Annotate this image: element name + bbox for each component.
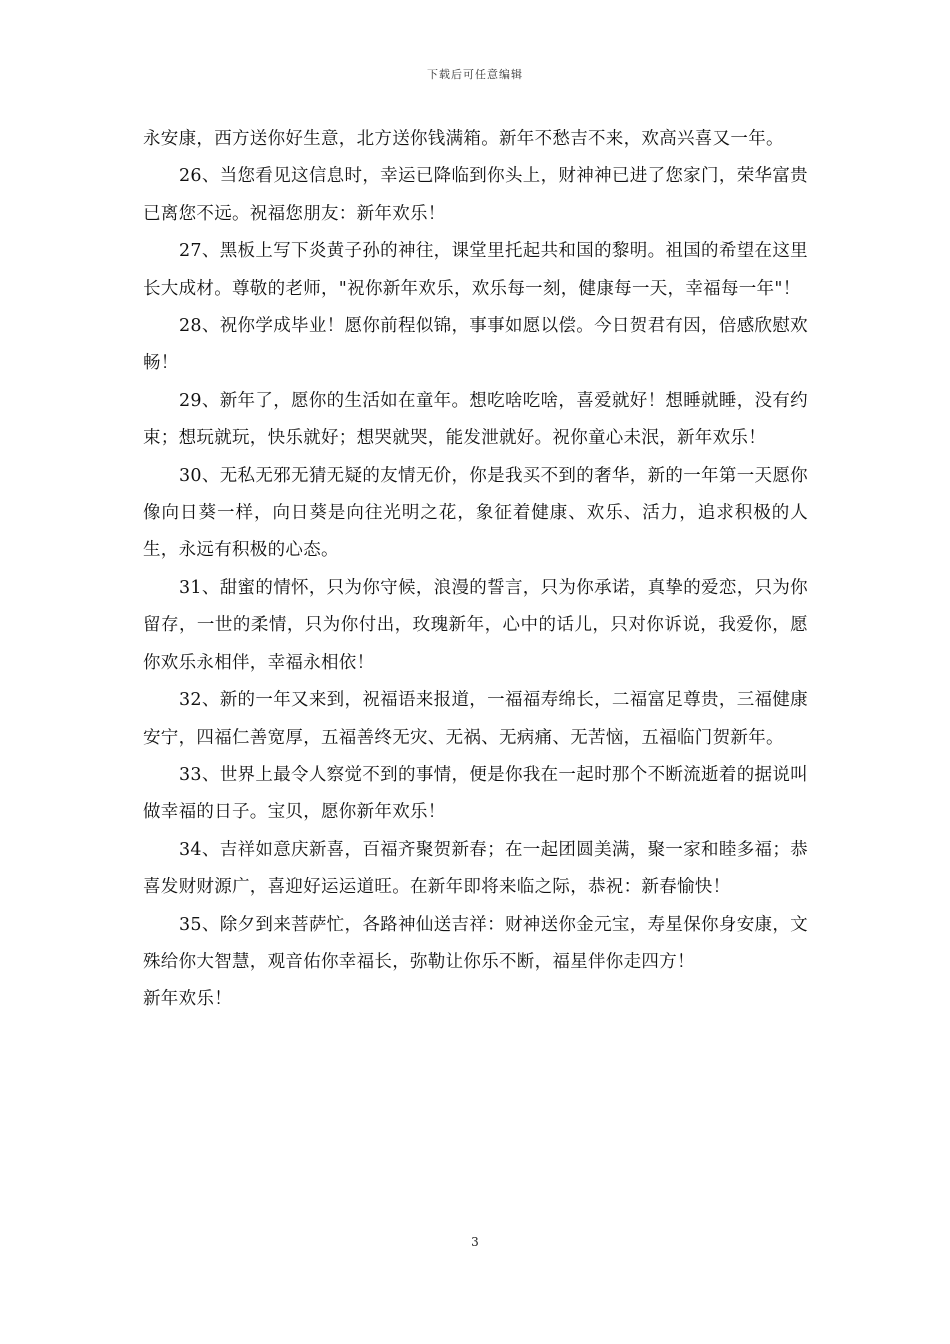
paragraph-26: 26、当您看见这信息时，幸运已降临到你头上，财神神已进了您家门，荣华富贵已离您不远。祝福您朋友：新年欢乐！ xyxy=(143,166,808,224)
paragraph-30: 30、无私无邪无猜无疑的友情无价，你是我买不到的奢华，新的一年第一天愿你像向日葵一样，向日葵是向往光明之花，象征着健康、欢乐、活力，追求积极的人生，永远有积极的心态。 xyxy=(143,465,808,561)
document-body xyxy=(143,121,808,1019)
paragraph-28: 28、祝你学成毕业！愿你前程似锦，事事如愿以偿。今日贺君有因，倍感欣慰欢畅！ xyxy=(143,316,808,374)
paragraph-continuation: 永安康，西方送你好生意，北方送你钱满箱。新年不愁吉不来，欢高兴喜又一年。 xyxy=(143,129,784,149)
paragraph-33: 33、世界上最令人察觉不到的事情，便是你我在一起时那个不断流逝着的据说叫做幸福的日子。宝贝，愿你新年欢乐！ xyxy=(143,764,808,823)
page-number: 3 xyxy=(471,1235,479,1249)
paragraph-35: 35、除夕到来菩萨忙，各路神仙送吉祥：财神送你金元宝，寿星保你身安康，文殊给你大智慧，观音佑你幸福长，弥勒让你乐不断，福星伴你走四方！ xyxy=(143,914,808,972)
paragraph-34: 34、吉祥如意庆新喜，百福齐聚贺新春；在一起团圆美满，聚一家和睦多福；恭喜发财财源广，喜迎好运运道旺。在新年即将来临之际，恭祝：新春愉快！ xyxy=(143,839,808,898)
paragraph-32: 32、新的一年又来到，祝福语来报道，一福福寿绵长，二福富足尊贵，三福健康安宁，四福仁善宽厚，五福善终无灾、无祸、无病痛、无苦恼，五福临门贺新年。 xyxy=(143,690,808,748)
paragraph-closing: 新年欢乐！ xyxy=(143,989,232,1010)
paragraph-29: 29、新年了，愿你的生活如在童年。想吃啥吃啥，喜爱就好！想睡就睡，没有约束；想玩就玩，快乐就好；想哭就哭，能发泄就好。祝你童心未泯，新年欢乐！ xyxy=(143,390,808,449)
paragraph-31: 31、甜蜜的情怀，只为你守候，浪漫的誓言，只为你承诺，真挚的爱恋，只为你留存，一世的柔情，只为你付出，玫瑰新年，心中的话儿，只对你诉说，我爱你，愿你欢乐永相伴，幸福永相依！ xyxy=(143,577,808,673)
paragraph-27: 27、黑板上写下炎黄子孙的神往，课堂里托起共和国的黎明。祖国的希望在这里长大成材。尊敬的老师，"祝你新年欢乐，欢乐每一刻，健康每一天，幸福每一年"！ xyxy=(143,241,808,299)
page-header: 下载后可任意编辑 xyxy=(427,68,523,81)
